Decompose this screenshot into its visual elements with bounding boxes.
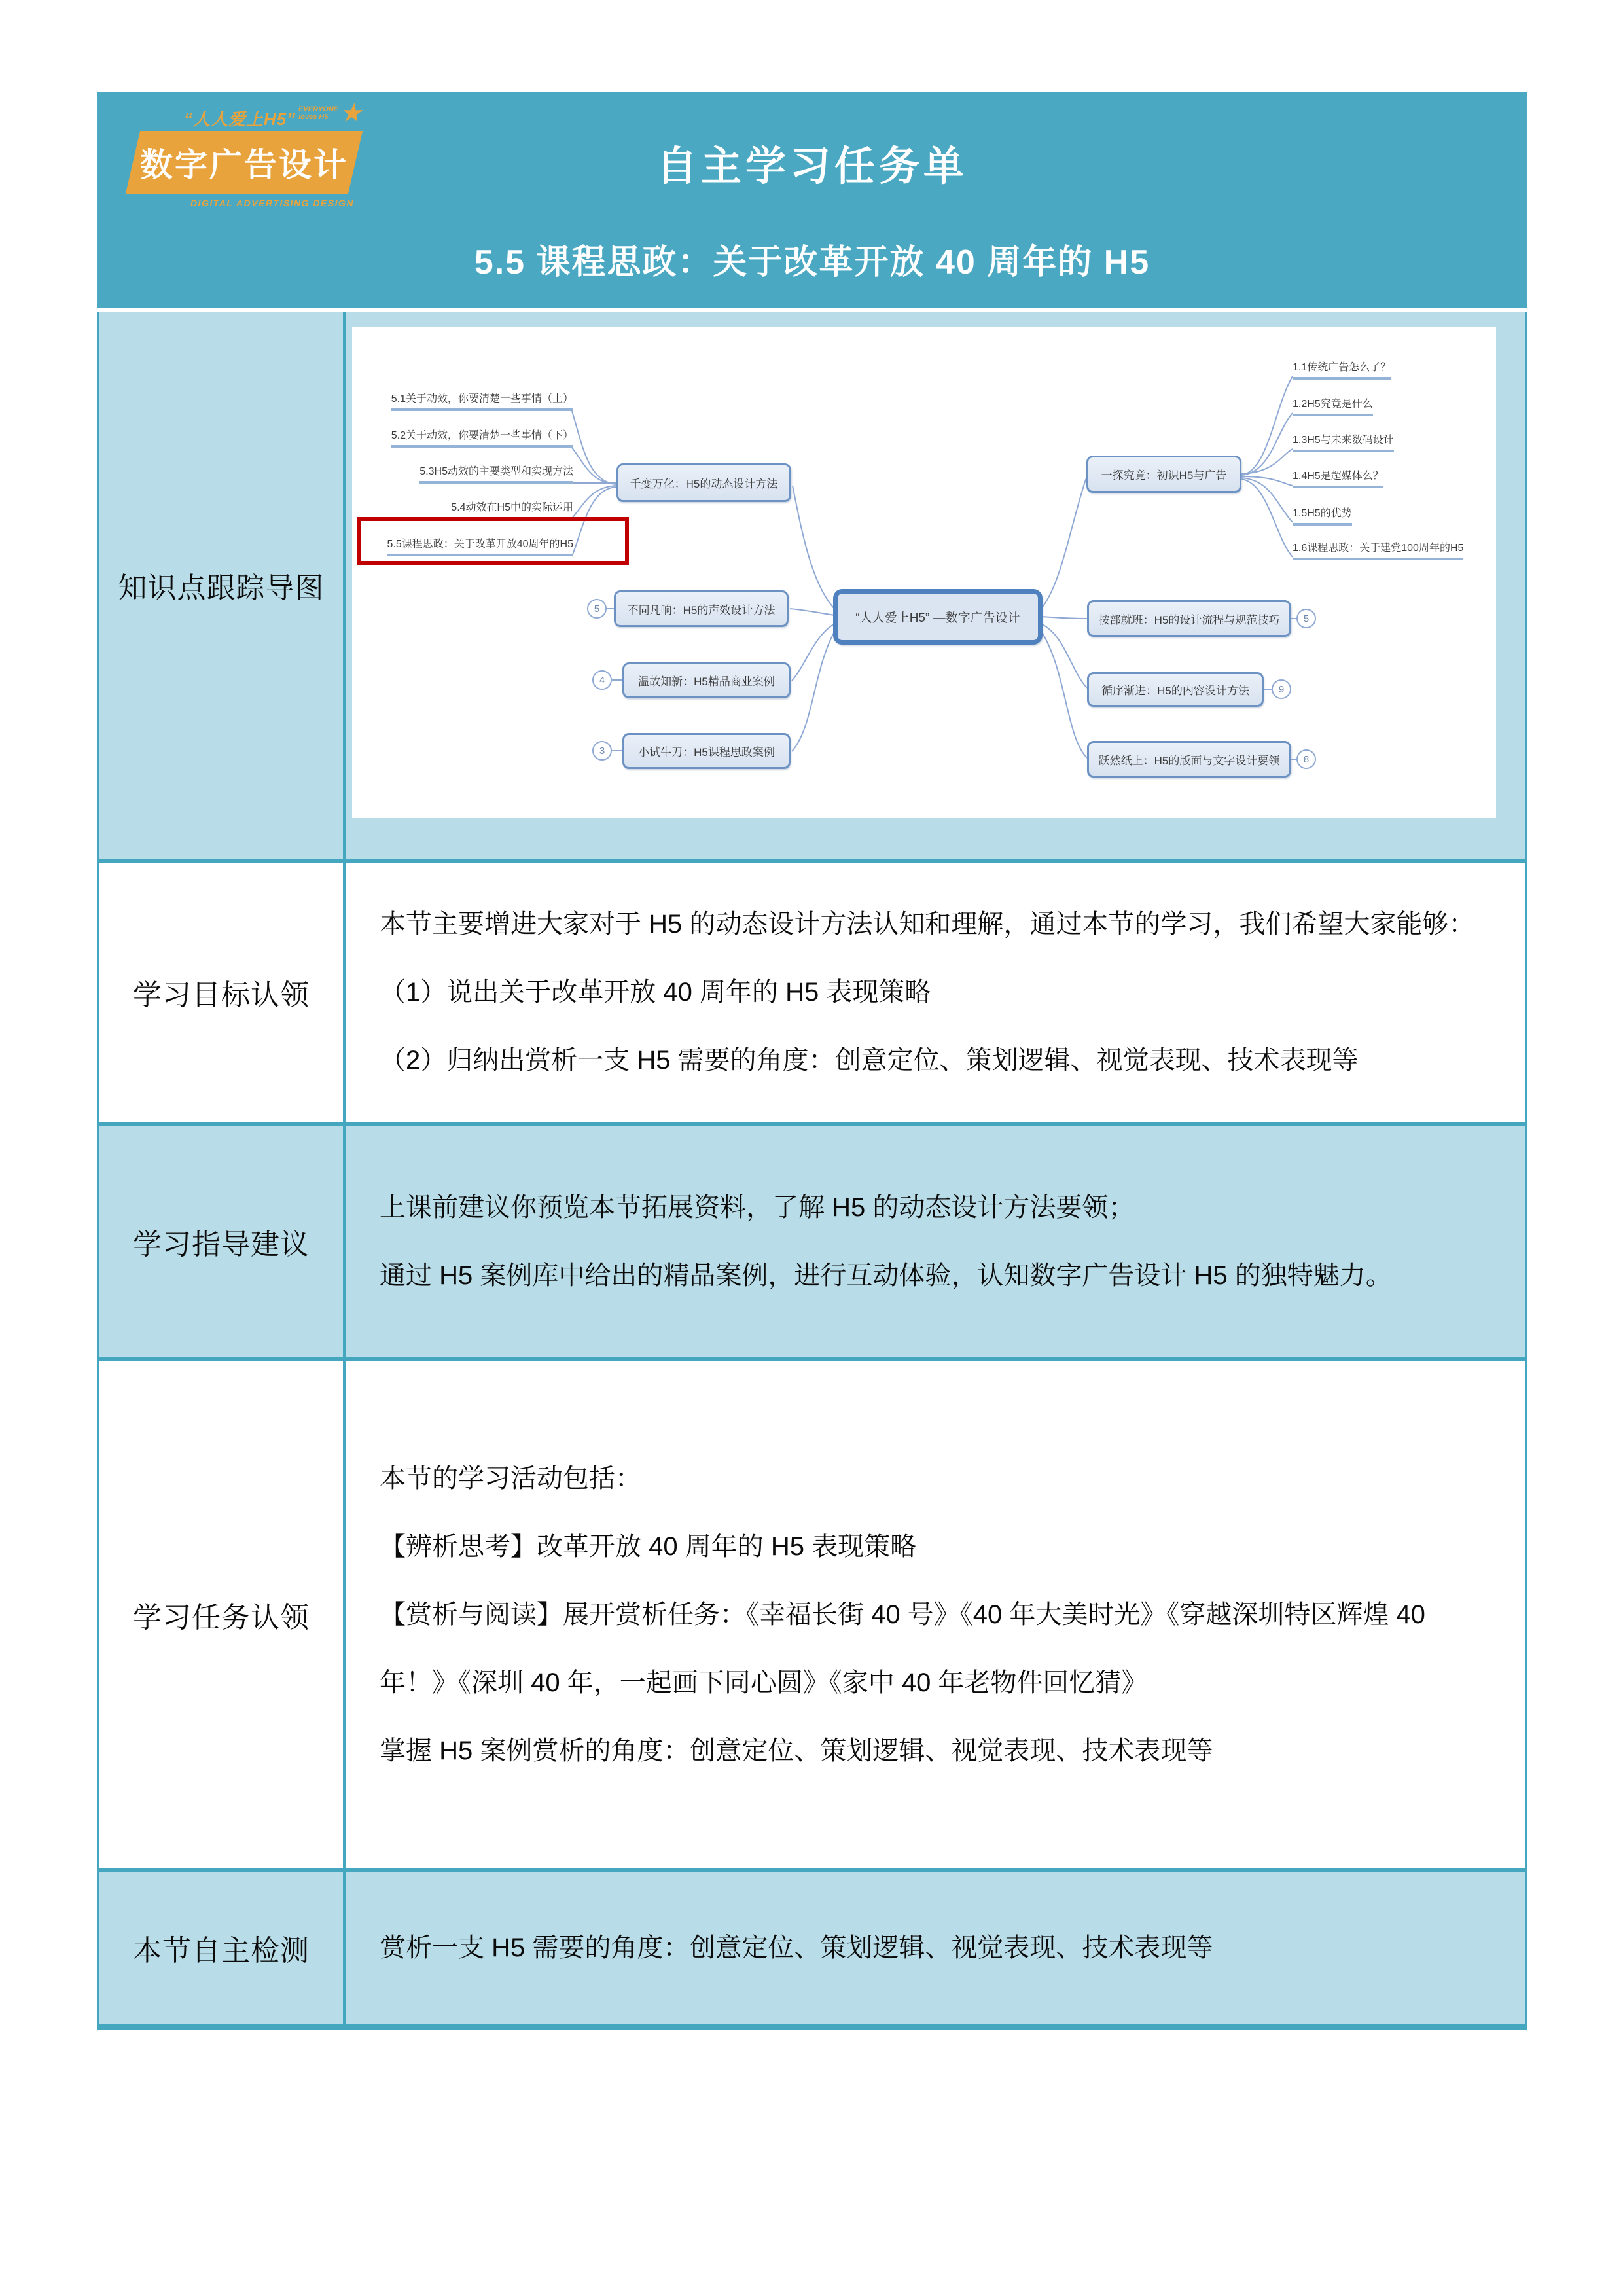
header-band [97, 92, 1527, 308]
row-content [346, 1361, 1525, 1868]
task-table [97, 312, 1527, 2030]
mindmap-panel [352, 327, 1496, 818]
collapsed-count-badge: 4 [592, 670, 612, 690]
mindmap-leaf [1293, 467, 1383, 488]
mindmap-cell [346, 312, 1525, 859]
mindmap-central-node: “人人爱上H5” —数字广告设计 [833, 589, 1043, 645]
mindmap-leaf [352, 390, 573, 411]
body-text: （2）归纳出赏析一支 H5 需要的角度：创意定位、策划逻辑、视觉表现、技术表现等 [380, 1046, 1359, 1075]
body-text: 上课前建议你预览本节拓展资料，了解 H5 的动态设计方法要领； [380, 1193, 1135, 1222]
collapsed-count-badge: 3 [592, 741, 612, 761]
body-text: （1）说出关于改革开放 40 周年的 H5 表现策略 [380, 978, 931, 1007]
mindmap-node: 按部就班：H5的设计流程与规范技巧 [1087, 600, 1291, 637]
star-icon: ★ [338, 99, 367, 128]
leaf-label: 1.5H5的优势 [1293, 505, 1352, 526]
page-title: 自主学习任务单 [656, 144, 968, 189]
row-label: 知识点跟踪导图 [99, 312, 346, 859]
leaf-label: 5.2关于动效，你要清楚一些事情（下） [391, 427, 573, 448]
logo-slogan-row [133, 99, 367, 130]
mindmap-node-right-branch: 一探究竟：初识H5与广告 [1086, 456, 1241, 493]
row-label: 学习指导建议 [99, 1126, 346, 1357]
mindmap-node: 不同凡响：H5的声效设计方法 [614, 590, 789, 627]
collapsed-count-badge: 9 [1272, 679, 1291, 699]
logo-slogan: “人人爱上H5” [183, 109, 296, 129]
mindmap-leaf [352, 463, 573, 484]
highlight-box [357, 517, 629, 565]
mindmap-leaf [1293, 431, 1394, 452]
mindmap-node: 循序渐进：H5的内容设计方法 [1087, 672, 1264, 707]
body-text: 赏析一支 H5 需要的角度：创意定位、策划逻辑、视觉表现、技术表现等 [380, 1933, 1213, 1962]
leaf-label: 1.6课程思政：关于建党100周年的H5 [1293, 539, 1463, 560]
body-text: 【赏析与阅读】展开赏析任务：《幸福长街 40 号》《40 年大美时光》《穿越深圳特区辉煌 40 年！》《深圳 40 年，一起画下同心圆》《家中 40 年老物件回忆猜》 [380, 1600, 1425, 1697]
logo-slogan-en-line1: EVERYONE [298, 105, 338, 113]
table-row-knowledge-map [99, 312, 1525, 859]
body-text: 本节主要增进大家对于 H5 的动态设计方法认知和理解，通过本节的学习，我们希望大家能够： [380, 910, 1475, 939]
mindmap-node-left-branch: 千变万化：H5的动态设计方法 [616, 463, 791, 502]
logo-name: 数字广告设计 [140, 147, 348, 183]
mindmap-leaf [1293, 395, 1373, 416]
body-text: 通过 H5 案例库中给出的精品案例，进行互动体验，认知数字广告设计 H5 的独特魅力。 [380, 1261, 1392, 1290]
row-label: 学习目标认领 [99, 863, 346, 1122]
leaf-label: 5.5课程思政：关于改革开放40周年的H5 [387, 535, 574, 556]
row-label: 本节自主检测 [99, 1872, 346, 2024]
table-row-goals [99, 859, 1525, 1122]
leaf-label: 1.3H5与未来数码设计 [1293, 431, 1394, 452]
table-row-guidance [99, 1122, 1525, 1357]
logo-slogan-en-line2: loves H5 [298, 113, 329, 121]
row-content [346, 1872, 1525, 2024]
body-text: 掌握 H5 案例赏析的角度：创意定位、策划逻辑、视觉表现、技术表现等 [380, 1736, 1213, 1765]
logo-slogan-en [298, 106, 338, 121]
mindmap-node: 温故知新：H5精品商业案例 [622, 662, 791, 698]
leaf-label: 5.4动效在H5中的实际运用 [451, 499, 573, 520]
leaf-label: 5.3H5动效的主要类型和实现方法 [419, 463, 573, 484]
mindmap-leaf [1293, 505, 1352, 526]
mindmap-leaf [352, 427, 573, 448]
row-content [346, 863, 1525, 1122]
mindmap-leaf [1293, 359, 1391, 380]
mindmap-node: 小试牛刀：H5课程思政案例 [622, 733, 791, 769]
page-subtitle: 5.5 课程思政：关于改革开放 40 周年的 H5 [474, 243, 1150, 281]
body-text: 【辨析思考】改革开放 40 周年的 H5 表现策略 [380, 1532, 917, 1561]
body-text: 本节的学习活动包括： [380, 1464, 641, 1493]
mindmap-leaf [1293, 539, 1463, 560]
collapsed-count-badge: 8 [1296, 749, 1316, 769]
collapsed-count-badge: 5 [587, 599, 607, 619]
collapsed-count-badge: 5 [1296, 609, 1316, 628]
row-content [346, 1126, 1525, 1357]
leaf-label: 1.1传统广告怎么了？ [1293, 359, 1391, 380]
row-label: 学习任务认领 [99, 1361, 346, 1868]
table-row-selfcheck [99, 1868, 1525, 2024]
mindmap-node: 跃然纸上：H5的版面与文字设计要领 [1087, 741, 1291, 778]
leaf-label: 1.4H5是超媒体么？ [1293, 467, 1383, 488]
table-row-tasks [99, 1357, 1525, 1868]
leaf-label: 1.2H5究竟是什么 [1293, 395, 1373, 416]
logo-subtitle-en: DIGITAL ADVERTISING DESIGN [190, 198, 354, 208]
leaf-label: 5.1关于动效，你要清楚一些事情（上） [391, 390, 573, 411]
